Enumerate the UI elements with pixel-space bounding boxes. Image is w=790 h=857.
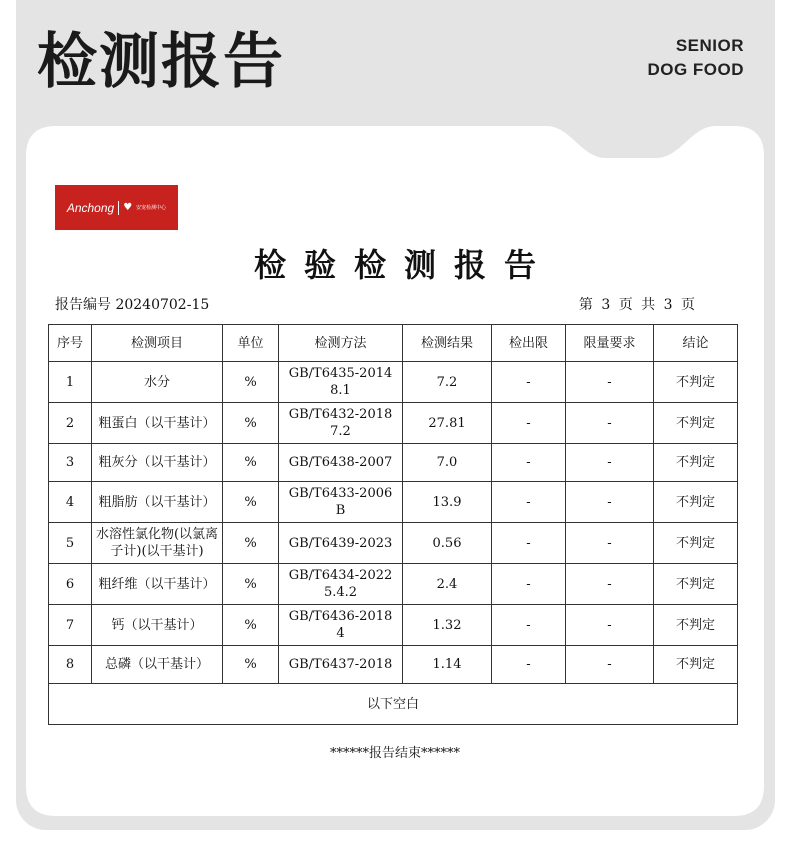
row-item: 钙（以干基计） [92, 605, 223, 646]
row-method [279, 482, 403, 523]
col-header-conclusion: 结论 [654, 325, 738, 362]
method-line-2: 4 [336, 626, 345, 641]
row-no: 7 [49, 605, 92, 646]
row-limit: - [492, 605, 566, 646]
row-conclusion: 不判定 [654, 403, 738, 444]
col-header-limit: 检出限 [492, 325, 566, 362]
row-unit: % [223, 564, 279, 605]
table-row [49, 362, 738, 403]
anchong-logo [55, 185, 178, 230]
row-requirement: - [566, 605, 654, 646]
col-header-requirement: 限量要求 [566, 325, 654, 362]
row-item: 粗纤维（以干基计） [92, 564, 223, 605]
row-requirement: - [566, 523, 654, 564]
table-row [49, 564, 738, 605]
row-unit: % [223, 403, 279, 444]
row-requirement: - [566, 564, 654, 605]
row-limit: - [492, 362, 566, 403]
row-conclusion: 不判定 [654, 362, 738, 403]
test-results-table [48, 324, 738, 725]
row-result: 1.32 [403, 605, 492, 646]
row-requirement: - [566, 403, 654, 444]
row-limit: - [492, 444, 566, 482]
row-item: 水分 [92, 362, 223, 403]
method-line-1: GB/T6438-2007 [288, 455, 393, 470]
row-result: 7.2 [403, 362, 492, 403]
row-requirement: - [566, 646, 654, 684]
row-item: 总磷（以干基计） [92, 646, 223, 684]
row-item: 粗脂肪（以干基计） [92, 482, 223, 523]
row-unit: % [223, 482, 279, 523]
logo-center-text: 安宠检测中心 [136, 205, 167, 211]
table-row [49, 646, 738, 684]
row-no: 5 [49, 523, 92, 564]
row-result: 27.81 [403, 403, 492, 444]
row-result: 2.4 [403, 564, 492, 605]
row-limit: - [492, 403, 566, 444]
method-line-2: 5.4.2 [323, 585, 358, 600]
row-conclusion: 不判定 [654, 482, 738, 523]
report-end-marker: ******报告结束****** [329, 746, 460, 761]
table-row [49, 482, 738, 523]
col-header-item: 检测项目 [92, 325, 223, 362]
row-method [279, 444, 403, 482]
table-header-row [49, 325, 738, 362]
method-line-1: GB/T6439-2023 [288, 535, 393, 551]
row-result: 13.9 [403, 482, 492, 523]
row-unit: % [223, 605, 279, 646]
row-result: 1.14 [403, 646, 492, 684]
row-method [279, 564, 403, 605]
row-result: 0.56 [403, 523, 492, 564]
method-line-2: 7.2 [330, 424, 351, 439]
col-header-result: 检测结果 [403, 325, 492, 362]
row-no: 8 [49, 646, 92, 684]
row-no: 2 [49, 403, 92, 444]
col-header-no: 序号 [49, 325, 92, 362]
row-requirement: - [566, 444, 654, 482]
subtitle-line-2: DOG FOOD [647, 60, 744, 79]
method-line-1: GB/T6434-2022 [288, 568, 393, 583]
table-row [49, 523, 738, 564]
col-header-method: 检测方法 [279, 325, 403, 362]
col-header-unit: 单位 [223, 325, 279, 362]
method-line-2: B [335, 503, 346, 518]
row-conclusion: 不判定 [654, 605, 738, 646]
subtitle-line-1: SENIOR [675, 36, 744, 55]
row-unit: % [223, 444, 279, 482]
row-conclusion: 不判定 [654, 564, 738, 605]
row-method [279, 523, 403, 564]
row-requirement: - [566, 482, 654, 523]
row-conclusion: 不判定 [654, 523, 738, 564]
logo-brand-text: Anchong [66, 200, 115, 215]
table-footer-row [49, 684, 738, 725]
method-line-1: GB/T6433-2006 [288, 486, 393, 501]
header-subtitle [647, 34, 744, 82]
row-requirement: - [566, 362, 654, 403]
method-line-1: GB/T6432-2018 [288, 407, 393, 422]
document-title: 检验检测报告 [253, 246, 554, 284]
row-result: 7.0 [403, 444, 492, 482]
method-line-2: 8.1 [330, 383, 351, 398]
table-row [49, 403, 738, 444]
method-line-1: GB/T6436-2018 [288, 609, 393, 624]
row-method [279, 403, 403, 444]
row-limit: - [492, 646, 566, 684]
row-no: 6 [49, 564, 92, 605]
method-line-1: GB/T6437-2018 [288, 657, 393, 672]
row-limit: - [492, 564, 566, 605]
row-limit: - [492, 482, 566, 523]
row-no: 1 [49, 362, 92, 403]
row-no: 3 [49, 444, 92, 482]
row-method [279, 605, 403, 646]
table-row [49, 605, 738, 646]
logo-divider [118, 201, 119, 215]
method-line-1: GB/T6435-2014 [288, 366, 393, 381]
table-body [49, 362, 738, 725]
heart-paw-icon: ♥ [123, 202, 133, 213]
row-limit: - [492, 523, 566, 564]
report-number: 报告编号 20240702-15 [55, 297, 210, 313]
row-unit: % [223, 362, 279, 403]
row-method [279, 362, 403, 403]
page-title: 检测报告 [37, 27, 285, 97]
table-row [49, 444, 738, 482]
row-item: 水溶性氯化物(以氯离子计)(以干基计) [92, 523, 223, 564]
row-item: 粗蛋白（以干基计） [92, 403, 223, 444]
row-unit: % [223, 523, 279, 564]
row-no: 4 [49, 482, 92, 523]
row-conclusion: 不判定 [654, 444, 738, 482]
row-conclusion: 不判定 [654, 646, 738, 684]
row-unit: % [223, 646, 279, 684]
page-info: 第 3 页 共 3 页 [578, 297, 697, 313]
blank-below-note: 以下空白 [49, 684, 738, 725]
row-method [279, 646, 403, 684]
row-item: 粗灰分（以干基计） [92, 444, 223, 482]
